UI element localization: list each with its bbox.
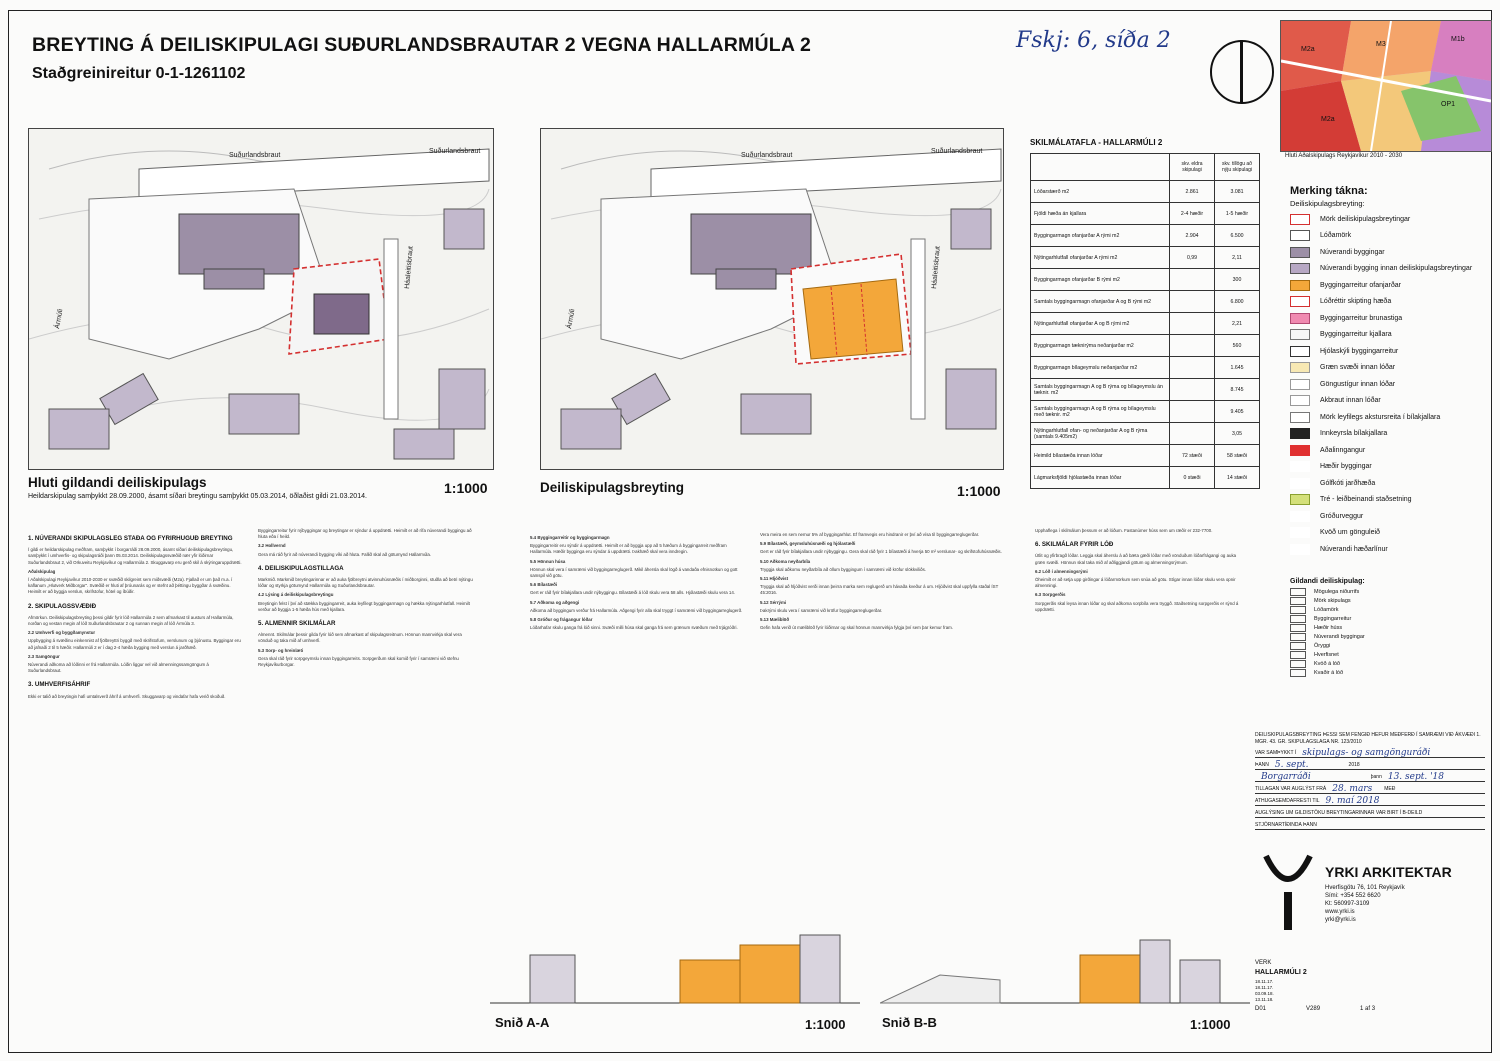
approval-year: 2018	[1348, 762, 1360, 768]
map-proposed-change[interactable]	[540, 128, 1004, 470]
legend-swatch	[1290, 329, 1310, 340]
text-column	[28, 528, 243, 700]
revision-row: 18.11.17.	[1255, 985, 1274, 990]
terms-table-grid	[1030, 153, 1260, 489]
table-row	[1031, 269, 1260, 291]
legend-swatch	[1290, 461, 1310, 472]
legend-item	[1290, 492, 1490, 509]
table-cell: 1.645	[1215, 357, 1260, 379]
section-heading: 6.3 Sorpgerðis	[1035, 592, 1066, 598]
street-label: Suðurlandsbraut	[931, 148, 983, 155]
legend-swatch	[1290, 588, 1306, 596]
section-heading: 5.8 Gróður og frágangur lóðar	[530, 617, 593, 623]
legend-swatch	[1290, 362, 1310, 373]
firm-kt: Kt: 560997-3109	[1325, 901, 1370, 907]
table-cell: 0,99	[1170, 247, 1215, 269]
table-cell: 560	[1215, 335, 1260, 357]
table-cell: 300	[1215, 269, 1260, 291]
legend-item	[1290, 277, 1490, 294]
legend	[1290, 185, 1490, 558]
section-heading: 5.3 Sorp- og hreinlæti	[258, 647, 304, 653]
approval-line	[1255, 746, 1485, 758]
legend-label: Innkeyrsla bílakjallara	[1320, 430, 1388, 438]
approval-line	[1255, 770, 1485, 782]
section-paragraph: Sorpgerðis skal leysa innan lóðar og skal aðkoma sorpbíla vera tryggð. Staðsetning sorpgerðis er sýnd á uppdrætti.	[1035, 600, 1239, 612]
section-heading: 1. NÚVERANDI SKIPULAGSLEG STAÐA OG FYRIRHUGUÐ BREYTING	[28, 535, 233, 542]
map-right-caption: Deiliskipulagsbreyting	[540, 480, 685, 495]
approval-line	[1255, 782, 1485, 794]
legend-swatch	[1290, 651, 1306, 659]
section-paragraph: Gefin hafa verið út mæliblöð fyrir lóðirnar og skal hönnun mannvirkja fylgja því sem þar kemur fram.	[760, 625, 954, 631]
location-map-caption: Hluti Aðalskipulags Reykjavíkur 2010 - 2030	[1285, 153, 1403, 159]
table-cell	[1170, 313, 1215, 335]
table-cell: 0 stæði	[1170, 467, 1215, 489]
section-heading: 5.6 Bílastæði	[530, 582, 558, 588]
terms-table-header-cell	[1031, 154, 1170, 181]
page-title: BREYTING Á DEILISKIPULAGI SUÐURLANDSBRAUTAR 2 VEGNA HALLARMÚLA 2	[32, 34, 812, 56]
table-cell: Samtals byggingarmagn A og B rýma og bílageymslu án tæknir. m2	[1031, 379, 1170, 401]
legend-label: Mörk leyfilegs akstursreita í bílakjallara	[1320, 413, 1441, 421]
section-b-caption: Snið B-B	[882, 1015, 937, 1030]
map-current-plan-drawing	[29, 129, 493, 469]
table-cell: 72 stæði	[1170, 445, 1215, 467]
section-heading: 5.13 Mæliblöð	[760, 617, 790, 623]
legend-swatch	[1290, 214, 1310, 225]
table-row	[1031, 291, 1260, 313]
legend-swatch	[1290, 478, 1310, 489]
section-paragraph: Vera meira en sem nemur 5% af byggingarhlut. Ef framvegis eru hindranir er því að vísa til byggingarreglugerðar.	[760, 532, 980, 537]
text-column	[1035, 528, 1245, 613]
table-row	[1031, 423, 1260, 445]
table-cell	[1170, 423, 1215, 445]
legend-swatch	[1290, 428, 1310, 439]
approval-handwriting: 5. sept.	[1274, 760, 1309, 770]
table-cell: Fjöldi hæða án kjallara	[1031, 203, 1170, 225]
section-paragraph: Upphaflega í skilmálum þessum er að lóðum. Fastanúmer húss sem um ræðir er 232-7700.	[1035, 528, 1213, 533]
section-paragraph: Aðkoma að byggingum verður frá Hallarmúla. Aðgengi fyrir alla skal tryggt í samræmi við byggingarreglugerð.	[530, 607, 743, 613]
section-paragraph: Afmörkun. Deiliskipulagsbreyting þessi gildir fyrir lóð Hallarmúla 2 sem afmarkast til austurs af Hallarmúla, norðan og vestan megin af lóð Suðurlandsbrautar 2 og sunnan megin af lóð Ármúla 3.	[28, 614, 234, 627]
legend-subtitle: Deiliskipulagsbreyting:	[1290, 199, 1365, 208]
legend-item	[1290, 327, 1490, 344]
legend-current-item	[1290, 650, 1485, 659]
approval-label: ATHUGASEMDAFRESTI TIL	[1255, 798, 1320, 804]
table-row	[1031, 401, 1260, 423]
page-subtitle: Staðgreinireitur 0-1-1261102	[32, 65, 246, 82]
approval-date-line	[1255, 758, 1485, 770]
approval-intro: DEILISKIPULAGSBREYTING ÞESSI SEM FENGIÐ HEFUR MEÐFERÐ Í SAMRÆMI VIÐ ÁKVÆÐI 1. MGR. 43. GR. SKIPULAGSLAGA NR. 123/2010	[1255, 732, 1481, 745]
section-paragraph: Núverandi aðkoma að lóðinni er frá Hallarmúla. Lóðin liggur vel við almenningssamgöngum á Suðurlandsbraut.	[28, 662, 209, 674]
legend-label: Núverandi byggingar	[1314, 633, 1365, 640]
map-proposed-change-drawing	[541, 129, 1003, 469]
legend-label: Núverandi hæðarlínur	[1320, 545, 1388, 553]
legend-current-item	[1290, 659, 1485, 668]
legend-swatch	[1290, 527, 1310, 538]
legend-item	[1290, 525, 1490, 542]
section-paragraph: Lóðarhafar skulu ganga frá lóð sinni. Svæði milli húsa skal ganga frá sem grænum svæðum með trjágróðri.	[530, 625, 738, 631]
table-row	[1031, 225, 1260, 247]
table-cell: Nýtingarhlutfall ofanjarðar A og B rými m2	[1031, 313, 1170, 335]
north-arrow-icon	[1210, 40, 1274, 104]
legend-swatch	[1290, 494, 1310, 505]
legend-swatch	[1290, 642, 1306, 650]
legend-item	[1290, 360, 1490, 377]
location-map-label: M2a	[1301, 46, 1315, 53]
section-heading: 2.3 Samgöngur	[28, 653, 60, 659]
table-cell: 2,21	[1215, 313, 1260, 335]
section-heading: 5.4 Byggingarreitir og byggingarmagn	[530, 535, 610, 540]
legend-item	[1290, 393, 1490, 410]
table-cell: 8.745	[1215, 379, 1260, 401]
section-paragraph: Tryggja skal aðkomu neyðarbíla að öllum byggingum í samræmi við kröfur slökkviliðs.	[760, 566, 927, 572]
legend-label: Byggingarreitur kjallara	[1320, 331, 1392, 339]
firm-name: YRKI ARKITEKTAR	[1325, 864, 1452, 880]
section-b-scale: 1:1000	[1190, 1017, 1231, 1032]
location-map-label: OP1	[1441, 101, 1456, 108]
approval-label: ÞANN	[1255, 762, 1269, 768]
section-paragraph: Breytingin felst í því að stækka byggingarreit, auka leyfilegt byggingarmagn og hækka nýtingarhlutfall. Heimilt verður að byggja 1-5 hæða hús með kjallara.	[258, 600, 470, 612]
legend-label: Öryggi	[1314, 642, 1331, 649]
legend-current-item	[1290, 605, 1485, 614]
text-column	[530, 532, 745, 892]
drawing-number: D01	[1255, 1006, 1267, 1012]
revision-row: 13.11.18.	[1255, 997, 1274, 1002]
approval-label: TILLAGAN VAR AUGLÝST FRÁ	[1255, 786, 1327, 792]
approval-handwriting: skipulags- og samgönguráði	[1302, 748, 1431, 758]
section-paragraph: Í Aðalskipulagi Reykjavíkur 2010-2030 er svæðið skilgreint sem miðsvæði (M2a). Fjallað er um það m.a. í kaflanum „Hlutverk Miðborgar“. Svæðið er hluti af þróunarás og er stefnt að þéttingu byggðar á svæðinu. Heimilt er að byggja verslun, skrifstofur, hótel og íbúðir.	[28, 577, 233, 595]
section-heading: 6.2 Lóð í almenningsrými	[1035, 568, 1088, 574]
section-heading: 5.5 Hönnun húsa	[530, 558, 566, 564]
terms-table-header-cell: skv. tillögu að nýju skipulagi	[1215, 154, 1260, 181]
legend-label: Lóðamörk	[1314, 606, 1339, 613]
section-heading: 3. UMHVERFISÁHRIF	[28, 681, 91, 689]
legend-item	[1290, 244, 1490, 261]
approval-line	[1255, 818, 1485, 830]
street-label: Háaleitisbraut	[404, 245, 415, 290]
section-heading: 5.10 Aðkoma neyðarbíla	[760, 558, 811, 564]
legend-swatch	[1290, 395, 1310, 406]
approval-line	[1255, 806, 1485, 818]
table-cell	[1170, 335, 1215, 357]
section-a-scale: 1:1000	[805, 1017, 846, 1032]
location-map-label: M1b	[1451, 36, 1465, 43]
table-cell: 2-4 hæðir	[1170, 203, 1215, 225]
section-a-drawing	[490, 925, 860, 1010]
section-paragraph: Hönnun skal vera í samræmi við byggingarreglugerð. Mikil áhersla skal lögð á vandaða efnisnotkun og gott samspil við götu.	[530, 566, 738, 579]
handwritten-annotation: Fskj: 6, síða 2	[1016, 28, 1171, 53]
legend-label: Mörk skipulags	[1314, 597, 1351, 604]
section-paragraph: Byggingarreitur fyrir nýbyggingar og breytingar er sýndur á uppdrætti. Heimilt er að rífa núverandi byggingu að hluta eða í heild.	[258, 528, 472, 540]
table-row	[1031, 181, 1260, 203]
legend-label: Tré - leiðbeinandi staðsetning	[1320, 496, 1412, 504]
table-cell: Heimild bílastæða innan lóðar	[1031, 445, 1170, 467]
legend-label: Græn svæði innan lóðar	[1320, 364, 1396, 372]
legend-item	[1290, 475, 1490, 492]
legend-swatch	[1290, 296, 1310, 307]
legend-swatch	[1290, 263, 1310, 274]
legend-item	[1290, 228, 1490, 245]
map-right-scale: 1:1000	[957, 483, 1001, 499]
legend-title: Merking tákna:	[1290, 185, 1368, 197]
legend-label: Gólfkóti jarðhæða	[1320, 479, 1376, 487]
table-cell: 14 stæði	[1215, 467, 1260, 489]
project-label: VERK	[1255, 960, 1272, 966]
street-label: Suðurlandsbraut	[429, 148, 481, 155]
legend-label: Hjólaskýli byggingarreitur	[1320, 347, 1399, 355]
legend-item	[1290, 310, 1490, 327]
project-name: HALLARMÚLI 2	[1255, 969, 1307, 976]
section-heading: 2.2 Umhverfi og byggðamynstur	[28, 630, 96, 636]
table-cell: Samtals byggingarmagn ofanjarðar A og B rými m2	[1031, 291, 1170, 313]
text-column	[258, 528, 473, 668]
table-row	[1031, 247, 1260, 269]
legend-current-item	[1290, 641, 1485, 650]
table-cell: Byggingarmagn bílageymslu neðanjarðar m2	[1031, 357, 1170, 379]
firm-details	[1325, 884, 1405, 924]
section-paragraph: Gera skal ráð fyrir sorpgeymslu innan byggingarreits. Sorpgerðum skal komið fyrir í samræmi við stefnu Reykjavíkurborgar.	[258, 655, 459, 668]
legend-swatch	[1290, 511, 1310, 522]
legend-current-item	[1290, 632, 1485, 641]
section-paragraph: Í gildi er heildarskipulag meðfram, samþykkt í borgarráði 28.09.2000, ásamt síðari deiliskipulagsbreytingu, samþykkt í umhverfis- og skipulagsráði þann 05.03.2014. Deiliskipulagssvæðið nær yfir lóðirnar Suðurlandsbraut 2, við Orkuveitu Reykjavíkur og Hallarmúla 2. Skuggavarp eru gerð skil á skýringaruppdrætti.	[28, 547, 242, 565]
table-cell	[1170, 269, 1215, 291]
approval-handwriting: 9. maí 2018	[1325, 796, 1380, 806]
legend-label: Byggingarreitur ofanjarðar	[1320, 281, 1401, 289]
legend-swatch	[1290, 669, 1306, 677]
legend-label: Akbraut innan lóðar	[1320, 397, 1381, 405]
section-paragraph: Ekki er talið að breytingin hafi umtalsverð áhrif á umhverfi. Skuggavarp og vindafar hafa verið skoðuð.	[28, 693, 226, 699]
location-map	[1280, 20, 1492, 152]
legend-item	[1290, 508, 1490, 525]
legend-label: Byggingarreitur brunastiga	[1320, 314, 1403, 322]
section-paragraph: Byggingarreitir eru sýndir á uppdrætti. Heimilt er að byggja upp að 5 hæðum á byggingarreit meðfram Hallarmúla. Hæðir bygginga eru sýndar á uppdrætti. Þakhæð skal vera inndregin.	[530, 543, 727, 555]
drawing-version: V289	[1306, 1006, 1321, 1012]
section-paragraph: Útlit og yfirbragð lóðar. Leggja skal áherslu á að bæta gæði lóðar með vönduðum lóðarfrágangi og auka græn svæði. Hönnun skal taka mið af aðliggjandi götum og almenningsrýmum.	[1035, 553, 1237, 565]
table-row	[1031, 445, 1260, 467]
legend-label: Kvaðir á lóð	[1314, 669, 1344, 676]
table-row	[1031, 467, 1260, 489]
legend-current-item	[1290, 614, 1485, 623]
legend-current-plan	[1290, 578, 1485, 677]
legend-item	[1290, 376, 1490, 393]
street-label: Suðurlandsbraut	[741, 152, 793, 159]
street-label: Suðurlandsbraut	[229, 152, 281, 159]
legend-current-item	[1290, 668, 1485, 677]
legend-label: Kvöð á lóð	[1314, 660, 1340, 667]
map-left-subcaption: Heildarskipulag samþykkt 28.09.2000, ásamt síðari breytingu samþykkt 05.03.2014, öðlaðist gildi 21.03.2014.	[28, 493, 367, 500]
location-map-drawing	[1281, 21, 1491, 151]
table-row	[1031, 203, 1260, 225]
text-column	[760, 532, 1010, 631]
approval-block	[1255, 732, 1485, 830]
section-paragraph: Þakrými skulu vera í samræmi við kröfur byggingarreglugerðar.	[760, 607, 883, 613]
section-paragraph: Tryggja skal að hljóðvist verði innan þeirra marka sem reglugerð um hávaða kveður á um. Hljóðvist skal uppfylla staðal ÍST 45:2016.	[760, 584, 999, 596]
legend-label: Kvöð um gönguleið	[1320, 529, 1380, 537]
legend-label: Núverandi bygging innan deiliskipulagsbreytingar	[1320, 265, 1473, 273]
section-paragraph: Gert er ráð fyrir bílakjallara undir nýbyggingu. Bílastæði á lóð skulu vera 58 alls. Hjólastæði skulu vera 14.	[530, 590, 735, 596]
legend-current-plan-title: Gildandi deiliskipulag:	[1290, 578, 1365, 585]
table-cell: 3.081	[1215, 181, 1260, 203]
legend-swatch	[1290, 230, 1310, 241]
firm-address: Hverfisgötu 76, 101 Reykjavík	[1325, 885, 1405, 891]
legend-label: Aðalinngangur	[1320, 446, 1366, 454]
legend-swatch	[1290, 606, 1306, 614]
section-paragraph: Uppbygging á svæðinu einkennist af fjölbreyttri byggð með skrifstofum, verslunum og þjónustu. Byggingar eru að jafnaði 2 til 5 hæðir. Hallarmúli 2 er í dag 2-4 hæða bygging með verslun á jarðhæð.	[28, 638, 241, 650]
section-heading: 2. SKIPULAGSSVÆÐIÐ	[28, 602, 97, 610]
map-left-scale: 1:1000	[444, 480, 488, 496]
map-left-caption: Hluti gildandi deiliskipulags	[28, 475, 207, 490]
legend-swatch	[1290, 615, 1306, 623]
street-label: Ármúli	[566, 308, 577, 330]
table-cell: 6.800	[1215, 291, 1260, 313]
section-heading: 5.11 Hljóðvist	[760, 576, 789, 582]
legend-swatch	[1290, 247, 1310, 258]
terms-table-title: SKILMÁLATAFLA - HALLARMÚLI 2	[1030, 138, 1163, 147]
section-paragraph: Markmið. Markmið breytingarinnar er að auka fjölbreytni atvinnuhúsnæðis í miðborginni, stuðla að betri nýtingu lóðar og styrkja götumynd Hallarmúla og Suðurlandsbrautar.	[258, 577, 473, 589]
section-paragraph: Gera má ráð fyrir að núverandi bygging víki að hluta. Fallið skal að götumynd Hallarmúla.	[258, 551, 432, 557]
table-cell: Lágmarksfjöldi hjólastæða innan lóðar	[1031, 467, 1170, 489]
project-block	[1255, 960, 1485, 1012]
section-paragraph: Óheimilt er að setja upp girðingar á lóðarmörkum sem snúa að götu. Stígar innan lóðar skulu vera opnir almenningi.	[1035, 577, 1236, 589]
table-cell	[1170, 379, 1215, 401]
table-cell: 2,11	[1215, 247, 1260, 269]
table-cell: 3,05	[1215, 423, 1260, 445]
approval-label: VAR SAMÞYKKT Í	[1255, 750, 1297, 756]
legend-label: Göngustígur innan lóðar	[1320, 380, 1396, 388]
revision-row: 03.09.18.	[1255, 991, 1274, 996]
approval-handwriting: Borgarráði	[1261, 772, 1311, 782]
legend-swatch	[1290, 544, 1310, 555]
legend-label: Hæðir húss	[1314, 624, 1343, 631]
street-label: Ármúli	[54, 308, 65, 330]
section-heading: 3.2 Hollvernd	[258, 543, 286, 549]
table-row	[1031, 357, 1260, 379]
section-heading: 6. SKILMÁLAR FYRIR LÓÐ	[1035, 541, 1114, 549]
table-cell: Lóðarstærð m2	[1031, 181, 1170, 203]
section-heading: 5.9 Bílastæði, geymsluhúsnæði og hjólastæði	[760, 541, 856, 547]
firm-email[interactable]: yrki@yrki.is	[1325, 917, 1356, 923]
legend-swatch	[1290, 346, 1310, 357]
table-row	[1031, 313, 1260, 335]
legend-current-item	[1290, 623, 1485, 632]
legend-current-item	[1290, 596, 1485, 605]
section-heading: 5.12 Sérrými	[760, 599, 787, 605]
approval-label: þann	[1370, 774, 1382, 780]
table-cell	[1170, 291, 1215, 313]
firm-phone: Sími: +354 552 6620	[1325, 893, 1381, 899]
section-heading: 5. ALMENNIR SKILMÁLAR	[258, 620, 336, 628]
legend-item	[1290, 442, 1490, 459]
legend-item	[1290, 211, 1490, 228]
legend-swatch	[1290, 412, 1310, 423]
legend-item	[1290, 541, 1490, 558]
legend-item	[1290, 459, 1490, 476]
table-cell: 2.861	[1170, 181, 1215, 203]
firm-website[interactable]: www.yrki.is	[1325, 909, 1355, 915]
approval-label: STJÓRNARTÍÐINDA ÞANN	[1255, 822, 1317, 828]
legend-swatch	[1290, 597, 1306, 605]
legend-label: Mögulega niðurrifs	[1314, 588, 1360, 595]
table-cell: 6.500	[1215, 225, 1260, 247]
legend-item	[1290, 261, 1490, 278]
revision-row: 18.11.17.	[1255, 979, 1274, 984]
section-heading: 4. DEILISKIPULAGSTILLAGA	[258, 564, 344, 572]
legend-label: Hæðir byggingar	[1320, 463, 1372, 471]
project-footer	[1255, 1006, 1485, 1012]
legend-current-item	[1290, 587, 1485, 596]
table-cell: Nýtingarhlutfall ofanjarðar A rými m2	[1031, 247, 1170, 269]
legend-item	[1290, 294, 1490, 311]
street-label: Háaleitisbraut	[931, 245, 942, 290]
table-cell: Byggingarmagn ofanjarðar A rými m2	[1031, 225, 1170, 247]
table-cell: Byggingarmagn tæknirýma neðanjarðar m2	[1031, 335, 1170, 357]
location-map-label: M3	[1376, 41, 1386, 48]
section-b-drawing	[880, 925, 1250, 1010]
table-cell: Samtals byggingarmagn A og B rýma og bílageymslu með tæknir. m2	[1031, 401, 1170, 423]
approval-label: MEÐ	[1384, 786, 1396, 792]
approval-handwriting: 13. sept. '18	[1387, 772, 1445, 782]
approval-handwriting: 28. mars	[1332, 784, 1373, 794]
approval-line	[1255, 794, 1485, 806]
legend-item	[1290, 426, 1490, 443]
table-cell: Byggingarmagn ofanjarðar B rými m2	[1031, 269, 1170, 291]
terms-table	[1030, 138, 1260, 489]
section-paragraph: Almennt. Skilmálar þessir gilda fyrir lóð sem afmarkast af skipulagsreitnum. Hönnun mannvirkja skal vera vönduð og taka mið af umhverfi.	[258, 632, 462, 644]
terms-table-header-cell: skv. eldra skipulagi	[1170, 154, 1215, 181]
section-heading: Aðalskipulag	[28, 568, 56, 574]
table-cell: 1-5 hæðir	[1215, 203, 1260, 225]
legend-label: Lóðréttir skipting hæða	[1320, 298, 1392, 306]
legend-label: Byggingarreitur	[1314, 615, 1352, 622]
table-row	[1031, 379, 1260, 401]
section-heading: 4.2 Lýsing á deiliskipulagsbreytingu	[258, 592, 334, 598]
legend-label: Hverfisnet	[1314, 651, 1339, 658]
table-cell: 2.904	[1170, 225, 1215, 247]
terms-table-header	[1031, 154, 1260, 181]
table-cell: 9.405	[1215, 401, 1260, 423]
legend-label: Núverandi byggingar	[1320, 248, 1385, 256]
sheet-number: 1 af 3	[1360, 1006, 1376, 1012]
legend-label: Lóðamörk	[1320, 232, 1352, 240]
legend-swatch	[1290, 379, 1310, 390]
location-map-label: M2a	[1321, 116, 1335, 123]
legend-swatch	[1290, 313, 1310, 324]
legend-label: Mörk deiliskipulagsbreytingar	[1320, 215, 1411, 223]
table-cell	[1170, 357, 1215, 379]
legend-swatch	[1290, 624, 1306, 632]
table-row	[1031, 335, 1260, 357]
legend-swatch	[1290, 280, 1310, 291]
section-heading: 5.7 Aðkoma og aðgengi	[530, 599, 580, 605]
table-cell: 58 stæði	[1215, 445, 1260, 467]
section-a-caption: Snið A-A	[495, 1015, 550, 1030]
approval-label: AUGLÝSING UM GILDISTÖKU BREYTINGARINNAR VAR BIRT Í B-DEILD	[1255, 810, 1423, 816]
legend-item	[1290, 343, 1490, 360]
legend-item	[1290, 409, 1490, 426]
yrki-logo-icon	[1262, 852, 1314, 932]
section-paragraph: Gert er ráð fyrir bílakjallara undir nýbyggingu. Gera skal ráð fyrir 1 bílastæði á hverja 50 m² verslunar- og skrifstofuhúsnæðis.	[760, 549, 1002, 555]
map-current-plan[interactable]	[28, 128, 494, 470]
table-cell	[1170, 401, 1215, 423]
table-cell: Nýtingarhlutfall ofan- og neðanjarðar A og B rýma (samtals 9.405m2)	[1031, 423, 1170, 445]
legend-swatch	[1290, 633, 1306, 641]
legend-swatch	[1290, 445, 1310, 456]
legend-swatch	[1290, 660, 1306, 668]
legend-label: Gróðurveggur	[1320, 512, 1364, 520]
